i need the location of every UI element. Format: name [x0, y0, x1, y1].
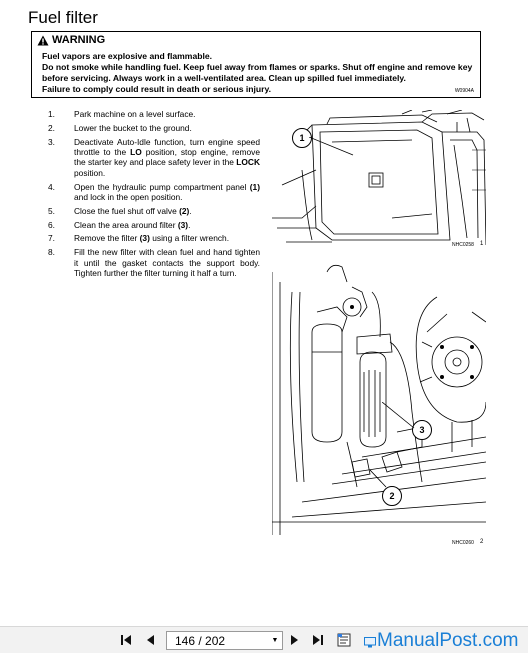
step-text: Fill the new filter with clean fuel and hand tighten it until the gasket contacts the support body. Tighten further the filter turning it half a turn. [74, 247, 260, 279]
page-indicator: 146 / 202 [175, 633, 226, 648]
next-page-button[interactable] [288, 632, 302, 648]
warning-box [31, 31, 481, 98]
warning-text [42, 51, 474, 95]
warning-line: Failure to comply could result in death or serious injury. [42, 84, 272, 94]
step-text: Open the hydraulic pump compartment panel (1) and lock in the open position. [74, 181, 260, 203]
step-item [48, 109, 260, 119]
previous-page-button[interactable] [143, 632, 157, 648]
step-text: Remove the filter (3) using a filter wrench. [74, 233, 230, 244]
brand-logo-text: ManualPost.com [377, 630, 519, 651]
figure-number: 2 [480, 539, 484, 545]
warning-triangle-icon [37, 35, 49, 46]
previous-page-icon [145, 634, 155, 646]
step-item [48, 123, 260, 133]
step-number: 6. [48, 219, 55, 230]
table-of-contents-icon [337, 633, 351, 647]
step-item [48, 182, 260, 203]
step-text: Lower the bucket to the ground. [74, 122, 192, 133]
step-item [48, 247, 260, 278]
outline-button[interactable] [336, 632, 352, 648]
first-page-icon [120, 634, 132, 646]
step-item [48, 206, 260, 216]
warning-heading [37, 34, 105, 46]
step-item [48, 233, 260, 243]
figure-fuel-filter [272, 252, 486, 535]
warning-line: Do not smoke while handling fuel. Keep fuel away from flames or sparks. Shut off engine and remove key before servicing. Always work in a well-ventilated area. Clean up spilled fuel immediately. [42, 62, 473, 83]
page-number-select[interactable] [166, 631, 283, 650]
callout-2: 2 [382, 486, 402, 506]
viewer-toolbar [0, 626, 528, 653]
next-page-icon [290, 634, 300, 646]
figure-number: 1 [480, 241, 484, 247]
first-page-button[interactable] [118, 632, 134, 648]
step-number: 7. [48, 233, 55, 244]
step-number: 8. [48, 247, 55, 258]
fuel-filter-illustration [272, 252, 486, 535]
step-text: Clean the area around filter (3). [74, 219, 191, 230]
monitor-icon [364, 635, 376, 653]
warning-line: Fuel vapors are explosive and flammable. [42, 51, 213, 61]
step-item [48, 220, 260, 230]
step-text: Park machine on a level surface. [74, 109, 196, 119]
warning-code: W0904A [454, 88, 474, 94]
step-number: 1. [48, 109, 55, 119]
procedure-steps [48, 109, 260, 282]
chevron-down-icon: ▼ [271, 637, 279, 644]
callout-1: 1 [292, 128, 312, 148]
last-page-button[interactable] [310, 632, 326, 648]
step-text: Close the fuel shut off valve (2). [74, 205, 192, 216]
step-item [48, 137, 260, 179]
figure-code: NHC0258 [452, 242, 474, 248]
figure-pump-compartment [272, 110, 486, 248]
step-number: 3. [48, 136, 55, 147]
step-number: 2. [48, 122, 55, 133]
step-number: 5. [48, 205, 55, 216]
callout-3: 3 [412, 420, 432, 440]
step-text: Deactivate Auto-Idle function, turn engine speed throttle to the LO position, stop engine, remove the starter key and place safety lever in the LOCK position. [74, 136, 261, 178]
page-title: Fuel filter [28, 8, 98, 27]
warning-heading-text: WARNING [52, 34, 106, 46]
step-number: 4. [48, 181, 55, 192]
last-page-icon [312, 634, 324, 646]
figure-code: NHC0260 [452, 540, 474, 546]
